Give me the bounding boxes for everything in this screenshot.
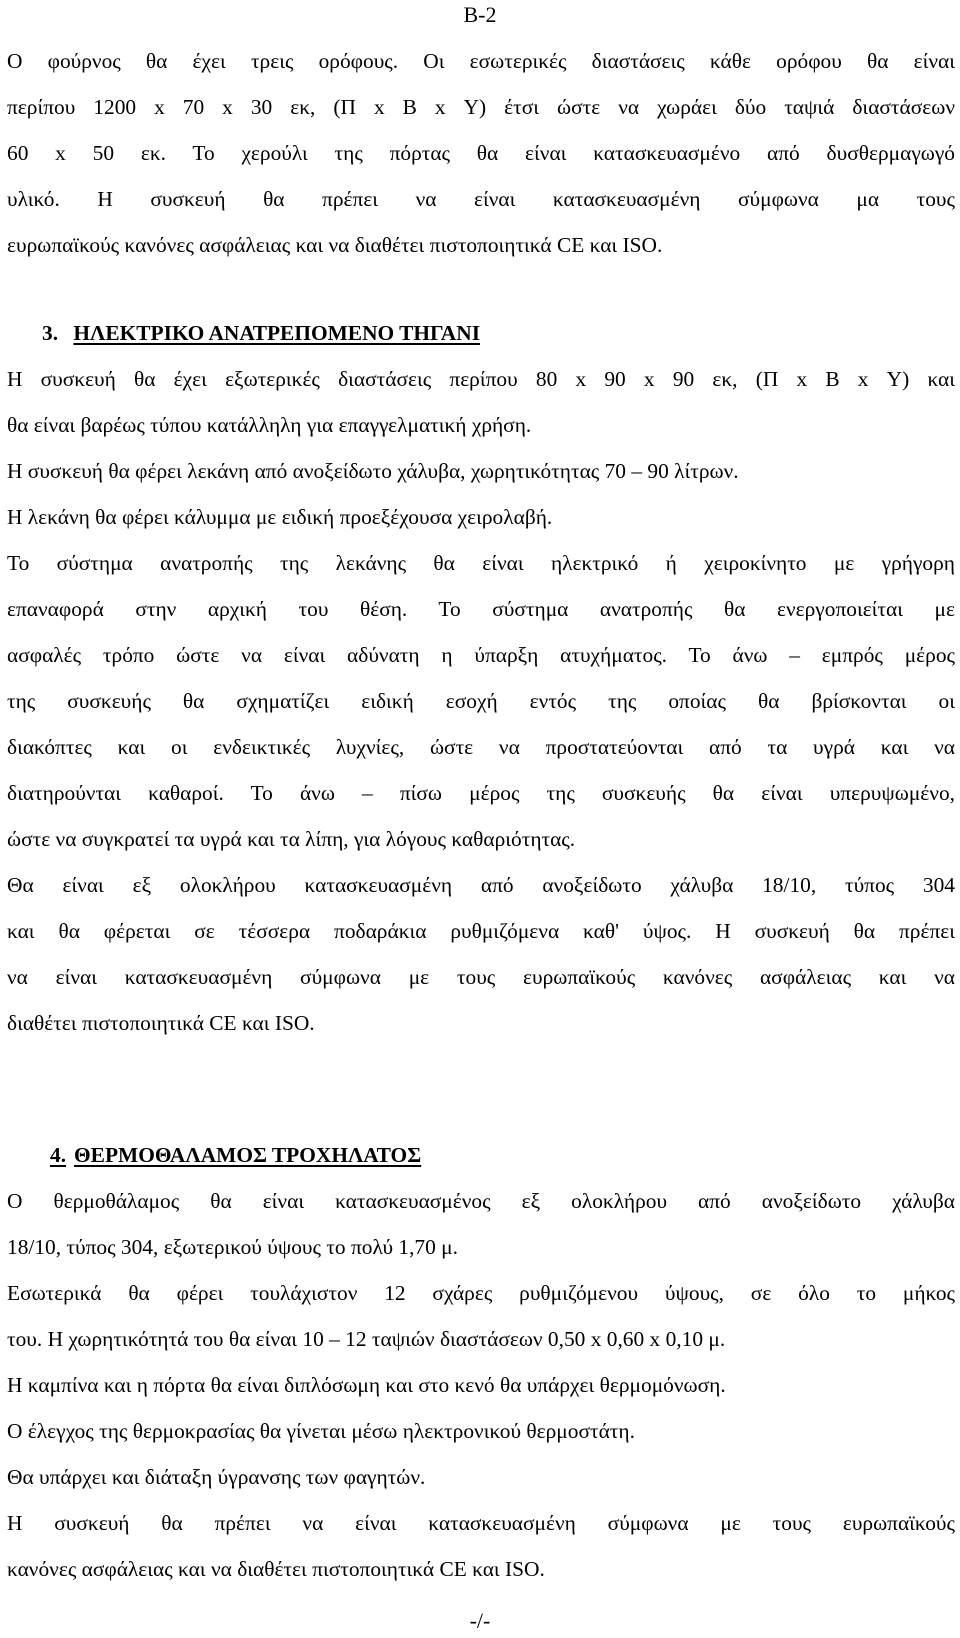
text-line: Ο θερμοθάλαμος θα είναι κατασκευασμένος εξ ολοκλήρου από ανοξείδωτο χάλυβα	[7, 1189, 955, 1213]
text-line: 18/10, τύπος 304, εξωτερικού ύψους το πολύ 1,70 μ.	[7, 1235, 458, 1259]
text-line: ασφαλές τρόπο ώστε να είναι αδύνατη η ύπαρξη ατυχήματος. Το άνω – εμπρός μέρος	[7, 643, 955, 667]
text-line: Η συσκευή θα φέρει λεκάνη από ανοξείδωτο χάλυβα, χωρητικότητας 70 – 90 λίτρων.	[7, 459, 739, 483]
text-line: θα είναι βαρέως τύπου κατάλληλη για επαγγελματική χρήση.	[7, 413, 532, 437]
text-line: να είναι κατασκευασμένη σύμφωνα με τους ευρωπαϊκούς κανόνες ασφάλειας και να	[7, 965, 955, 989]
section-4-title: ΘΕΡΜΟΘΑΛΑΜΟΣ ΤΡΟΧΗΛΑΤΟΣ	[74, 1143, 422, 1167]
section-4-body	[7, 1178, 955, 1592]
section-4-number: 4.	[50, 1143, 67, 1167]
text-line: κανόνες ασφάλειας και να διαθέτει πιστοποιητικά CE και ISO.	[7, 1557, 545, 1581]
section-4-heading	[50, 1132, 421, 1178]
text-line: Η καμπίνα και η πόρτα θα είναι διπλόσωμη και στο κενό θα υπάρχει θερμομόνωση.	[7, 1373, 726, 1397]
page-footer-mark: -/-	[469, 1608, 491, 1633]
text-line: Το σύστημα ανατροπής της λεκάνης θα είναι ηλεκτρικό ή χειροκίνητο με γρήγορη	[7, 551, 955, 575]
text-line: Ο φούρνος θα έχει τρεις ορόφους. Οι εσωτερικές διαστάσεις κάθε ορόφου θα είναι	[7, 49, 955, 73]
text-line: της συσκευής θα σχηματίζει ειδική εσοχή εντός της οποίας θα βρίσκονται οι	[7, 689, 955, 713]
text-line: Η συσκευή θα έχει εξωτερικές διαστάσεις περίπου 80 x 90 x 90 εκ, (Π x Β x Υ) και	[7, 367, 955, 391]
text-line: περίπου 1200 x 70 x 30 εκ, (Π x Β x Υ) έτσι ώστε να χωράει δύο ταψιά διαστάσεων	[7, 95, 955, 119]
text-line: Θα υπάρχει και διάταξη ύγρανσης των φαγητών.	[7, 1465, 426, 1489]
text-line: διατηρούνται καθαροί. Το άνω – πίσω μέρος της συσκευής θα είναι υπερυψωμένο,	[7, 781, 955, 805]
text-line: ευρωπαϊκούς κανόνες ασφάλειας και να διαθέτει πιστοποιητικά CE και ISO.	[7, 233, 663, 257]
text-line: ώστε να συγκρατεί τα υγρά και τα λίπη, για λόγους καθαριότητας.	[7, 827, 576, 851]
section-3-heading	[42, 310, 480, 356]
text-line: διαθέτει πιστοποιητικά CE και ISO.	[7, 1011, 315, 1035]
text-line: επαναφορά στην αρχική του θέση. Το σύστημα ανατροπής θα ενεργοποιείται με	[7, 597, 955, 621]
text-line: Θα είναι εξ ολοκλήρου κατασκευασμένη από ανοξείδωτο χάλυβα 18/10, τύπος 304	[7, 873, 955, 897]
text-line: Ο έλεγχος της θερμοκρασίας θα γίνεται μέσω ηλεκτρονικού θερμοστάτη.	[7, 1419, 635, 1443]
text-line: Εσωτερικά θα φέρει τουλάχιστον 12 σχάρες ρυθμιζόμενου ύψους, σε όλο το μήκος	[7, 1281, 955, 1305]
section-3-body	[7, 356, 955, 1046]
intro-paragraph	[7, 38, 955, 268]
text-line: του. Η χωρητικότητά του θα είναι 10 – 12 ταψιών διαστάσεων 0,50 x 0,60 x 0,10 μ.	[7, 1327, 726, 1351]
text-line: διακόπτες και οι ενδεικτικές λυχνίες, ώστε να προστατεύονται από τα υγρά και να	[7, 735, 955, 759]
text-line: Η λεκάνη θα φέρει κάλυμμα με ειδική προεξέχουσα χειρολαβή.	[7, 505, 553, 529]
text-line: Η συσκευή θα πρέπει να είναι κατασκευασμένη σύμφωνα με τους ευρωπαϊκούς	[7, 1511, 955, 1535]
text-line: υλικό. Η συσκευή θα πρέπει να είναι κατασκευασμένη σύμφωνα μα τους	[7, 187, 955, 211]
text-line: και θα φέρεται σε τέσσερα ποδαράκια ρυθμιζόμενα καθ' ύψος. Η συσκευή θα πρέπει	[7, 919, 955, 943]
section-3-number: 3.	[42, 321, 59, 345]
page-label: Β-2	[463, 2, 497, 27]
section-3-title: ΗΛΕΚΤΡΙΚΟ ΑΝΑΤΡΕΠΟΜΕΝΟ ΤΗΓΑΝΙ	[73, 321, 481, 345]
text-line: 60 x 50 εκ. Το χερούλι της πόρτας θα είναι κατασκευασμένο από δυσθερμαγωγό	[7, 141, 955, 165]
